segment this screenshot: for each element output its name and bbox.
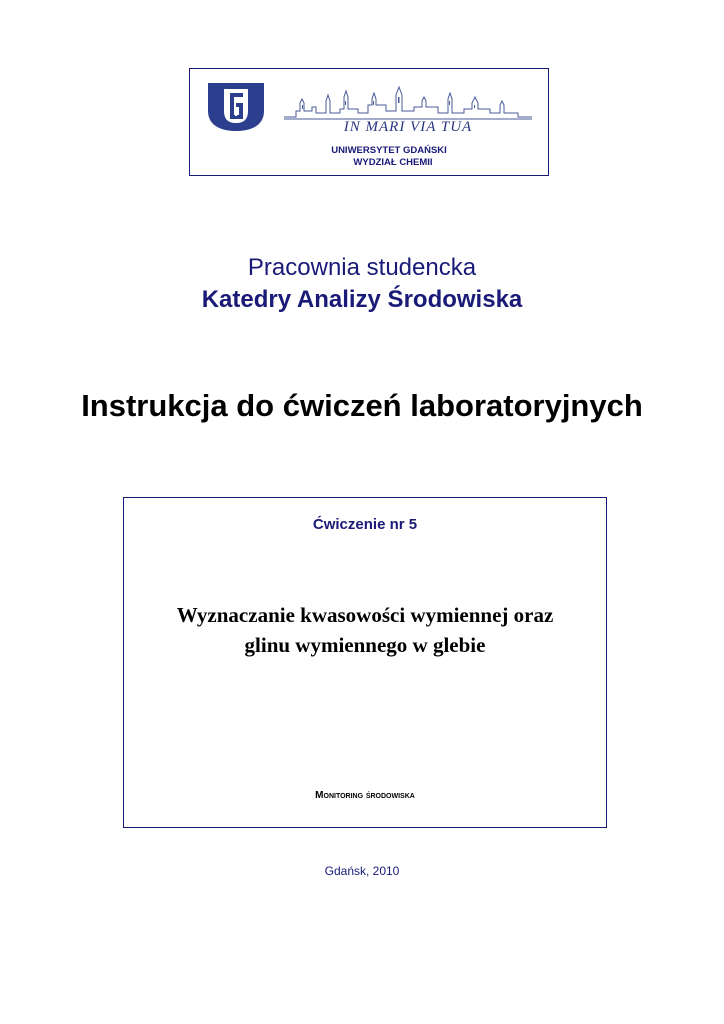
gdansk-skyline-image [282, 83, 534, 147]
lab-subtitle: Pracownia studencka [247, 254, 477, 281]
header-box [189, 68, 549, 176]
exercise-title-line-1: Wyznaczanie kwasowości wymiennej oraz [176, 603, 554, 627]
document-title: Instrukcja do ćwiczeń laboratoryjnych [81, 388, 643, 423]
faculty-name: WYDZIAŁ CHEMII [353, 157, 433, 168]
place-date: Gdańsk, 2010 [324, 864, 400, 878]
exercise-box [123, 497, 607, 828]
university-motto: IN MARI VIA TUA [343, 119, 473, 135]
exercise-title-line-2: glinu wymiennego w glebie [244, 633, 486, 657]
exercise-number: Ćwiczenie nr 5 [312, 516, 418, 533]
exercise-title [124, 600, 606, 660]
lab-title: Katedry Analizy Środowiska [201, 286, 523, 313]
course-name: Monitoring środowiska [315, 790, 415, 801]
university-name: UNIWERSYTET GDAŃSKI [331, 145, 447, 156]
university-logo [206, 81, 266, 133]
